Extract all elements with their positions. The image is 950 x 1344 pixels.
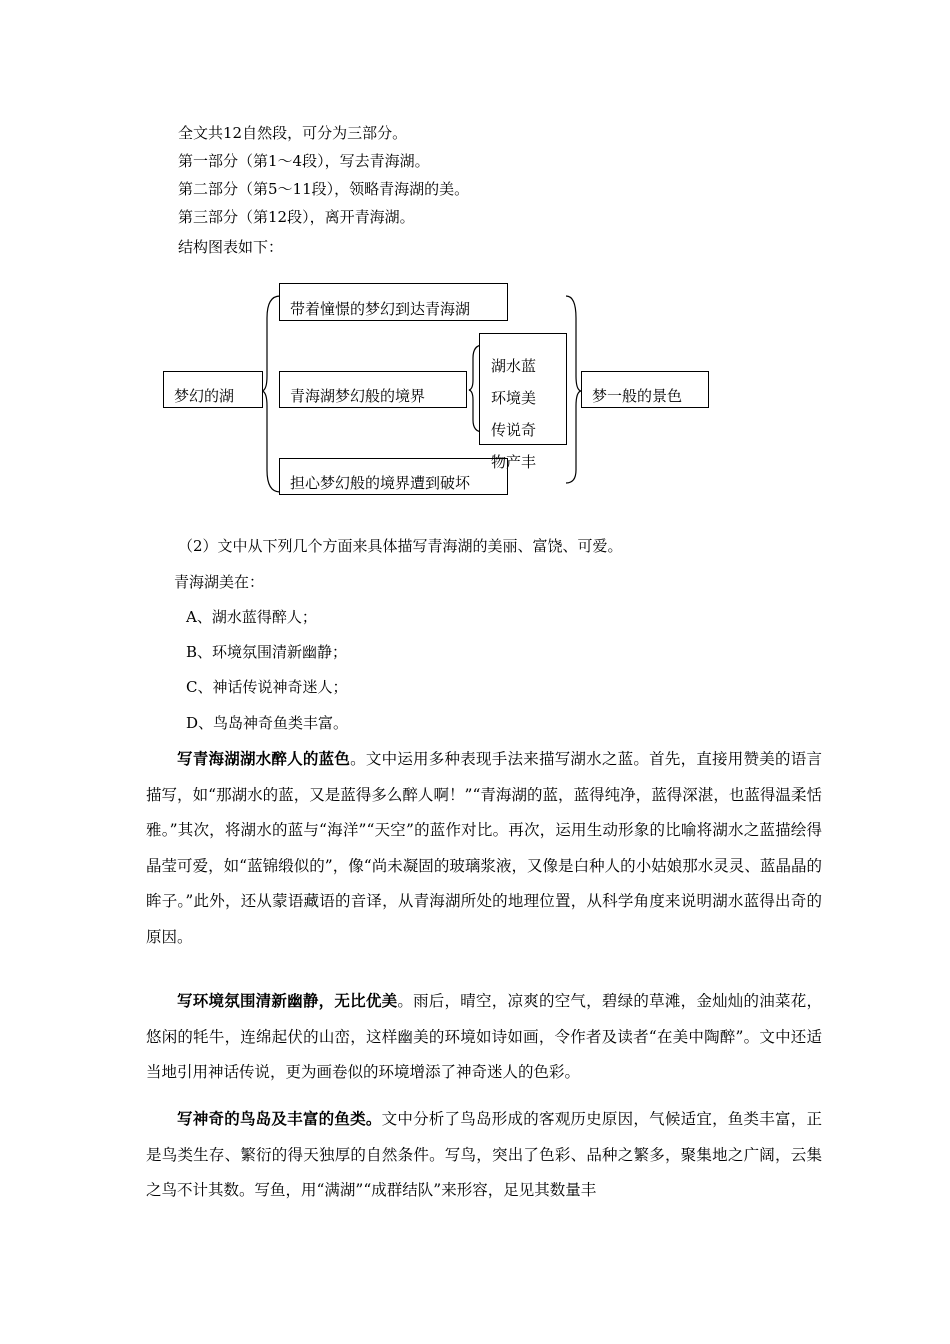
intro-line-1: 全文共12自然段，可分为三部分。 [178, 124, 408, 142]
box-dream-scenery-label: 梦一般的景色 [592, 387, 683, 405]
option-d: D、鸟岛神奇鱼类丰富。 [186, 714, 349, 732]
left-brace [262, 296, 280, 492]
question-title: （2）文中从下列几个方面来具体描写青海湖的美丽、富饶、可爱。 [178, 537, 623, 555]
box-worry-label: 担心梦幻般的境界遭到破坏 [290, 474, 471, 492]
intro-line-4: 第三部分（第12段），离开青海湖。 [178, 208, 415, 226]
paragraph-blue-water-heading: 写青海湖湖水醉人的蓝色 [177, 749, 351, 768]
aspect-item-4: 物产丰 [491, 453, 537, 471]
box-dream-scenery [581, 371, 709, 408]
box-dream-lake [163, 371, 263, 408]
box-aspects [479, 333, 567, 471]
aspect-item-3: 传说奇 [491, 421, 537, 439]
box-worry [279, 458, 508, 495]
box-dream-lake-label: 梦幻的湖 [174, 387, 235, 405]
box-arrive-label: 带着憧憬的梦幻到达青海湖 [290, 300, 471, 318]
intro-line-3: 第二部分（第5～11段），领略青海湖的美。 [178, 180, 470, 198]
paragraph-bird-island [146, 1101, 822, 1209]
box-realm-label: 青海湖梦幻般的境界 [290, 387, 426, 405]
intro-line-5: 结构图表如下： [178, 238, 284, 256]
diagram-braces [0, 0, 950, 520]
question-lead: 青海湖美在： [174, 573, 265, 591]
aspect-item-1: 湖水蓝 [491, 357, 537, 375]
paragraph-blue-water [146, 741, 822, 955]
option-b: B、环境氛围清新幽静； [186, 643, 348, 661]
paragraph-blue-water-text: 。文中运用多种表现手法来描写湖水之蓝。首先，直接用赞美的语言描写，如“那湖水的蓝，又是蓝得多么醉人啊！”“青海湖的蓝，蓝得纯净，蓝得深湛，也蓝得温柔恬雅。”其次，将湖水的蓝与“海洋”“天空”的蓝作对比。再次，运用生动形象的比喻将湖水之蓝描绘得晶莹可爱，如“蓝锦缎似的”，像“尚未凝固的玻璃浆液，又像是白种人的小姑娘那水灵灵、蓝晶晶的眸子。”此外，还从蒙语藏语的音译，从青海湖所处的地理位置，从科学角度来说明湖水蓝得出奇的原因。 [146, 750, 822, 946]
aspect-item-2: 环境美 [491, 389, 537, 407]
option-a: A、湖水蓝得醉人； [186, 608, 317, 626]
paragraph-environment-heading: 写环境氛围清新幽静，无比优美 [177, 991, 398, 1010]
paragraph-bird-island-text: 文中分析了鸟岛形成的客观历史原因，气候适宜，鱼类丰富，正是鸟类生存、繁衍的得天独厚的自然条件。写鸟，突出了色彩、品种之繁多，聚集地之广阔，云集之鸟不计其数。写鱼，用“满湖”“成群结队”来形容，足见其数量丰 [146, 1110, 822, 1199]
right-brace [566, 296, 581, 483]
paragraph-environment-text: 。雨后，晴空，凉爽的空气，碧绿的草滩，金灿灿的油菜花，悠闲的牦牛，连绵起伏的山峦，这样幽美的环境如诗如画，令作者及读者“在美中陶醉”。文中还适当地引用神话传说，更为画卷似的环境增添了神奇迷人的色彩。 [146, 992, 822, 1081]
paragraph-bird-island-heading: 写神奇的鸟岛及丰富的鱼类。 [177, 1109, 382, 1128]
intro-line-2: 第一部分（第1～4段），写去青海湖。 [178, 152, 430, 170]
box-realm [279, 371, 467, 408]
option-c: C、神话传说神奇迷人； [186, 678, 348, 696]
paragraph-environment [146, 983, 822, 1091]
box-arrive [279, 283, 508, 321]
